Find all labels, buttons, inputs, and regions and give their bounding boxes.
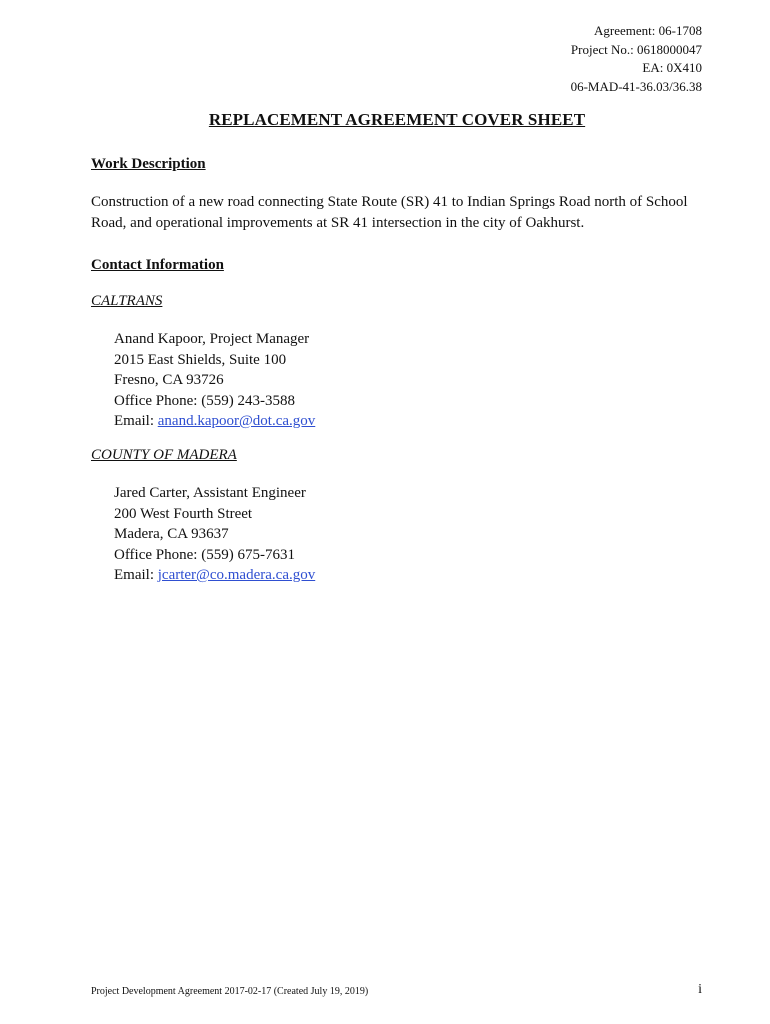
contact-email-label: Email: [114, 567, 158, 583]
footer-text: Project Development Agreement 2017-02-17 (Created July 19, 2019) [91, 986, 369, 997]
contact-person: Anand Kapoor, Project Manager [114, 331, 310, 347]
contact-address-line-2: Fresno, CA 93726 [114, 372, 224, 388]
contact-email-row [114, 565, 315, 586]
contact-email-link[interactable]: anand.kapoor@dot.ca.gov [157, 413, 316, 429]
contact-phone: Office Phone: (559) 675-7631 [114, 546, 295, 563]
ea-number: EA: 0X410 [642, 60, 702, 75]
contact-information-heading: Contact Information [91, 257, 224, 273]
contact-email-link[interactable]: jcarter@co.madera.ca.gov [157, 567, 316, 583]
contact-address-line-1: 2015 East Shields, Suite 100 [114, 351, 287, 368]
agreement-header [571, 22, 702, 96]
contact-email-row [114, 411, 315, 432]
contact-phone: Office Phone: (559) 243-3588 [114, 392, 295, 409]
agreement-number: Agreement: 06-1708 [594, 23, 702, 38]
contact-address-line-1: 200 West Fourth Street [114, 505, 253, 522]
contact-address-line-2: Madera, CA 93637 [114, 526, 229, 542]
agency-name-caltrans: CALTRANS [91, 293, 163, 309]
page-title: REPLACEMENT AGREEMENT COVER SHEET [208, 110, 586, 129]
work-description-heading: Work Description [91, 156, 206, 172]
contact-person: Jared Carter, Assistant Engineer [114, 485, 306, 501]
contact-block-caltrans [114, 329, 315, 432]
contact-email-label: Email: [114, 413, 158, 429]
location-code: 06-MAD-41-36.03/36.38 [570, 78, 702, 94]
contact-block-county-of-madera [114, 483, 315, 586]
page-number: i [698, 982, 702, 997]
agency-name-county-of-madera: COUNTY OF MADERA [91, 447, 237, 463]
project-number: Project No.: 0618000047 [570, 41, 702, 57]
work-description-text: Construction of a new road connecting State Route (SR) 41 to Indian Springs Road north of School Road, and operational improvements at SR 41 intersection in the city of Oakhurst. [91, 194, 688, 231]
